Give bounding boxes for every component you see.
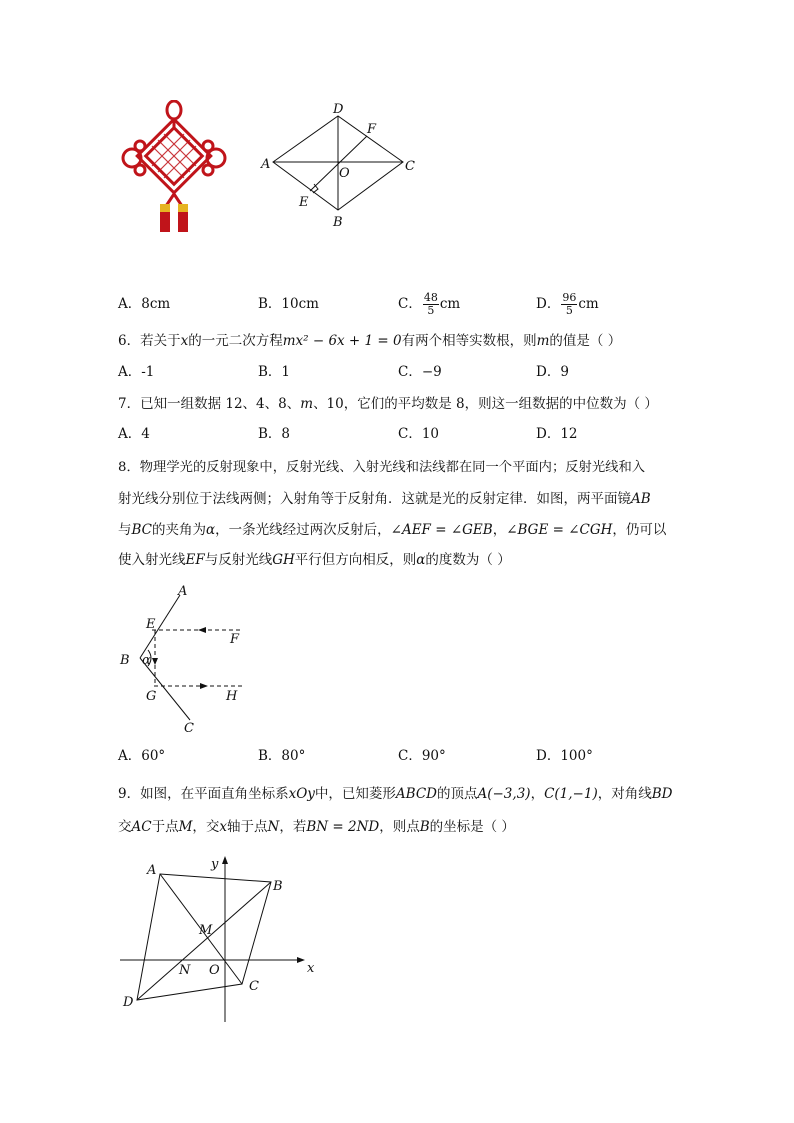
q5-option-d[interactable]: D． $\frac{96}{5}$ cm	[536, 291, 599, 317]
mirror-label-alpha: α	[142, 653, 151, 668]
mirror-label-B: B	[120, 653, 130, 668]
q6-option-b[interactable]: B．1	[258, 364, 291, 380]
coord-label-N: N	[179, 963, 191, 978]
label-C: C	[405, 159, 415, 174]
q8-option-b[interactable]: B．80°	[258, 748, 306, 764]
label-F: F	[367, 122, 377, 137]
q8-stem-line1: 8．物理学光的反射现象中，反射光线、入射光线和法线都在同一个平面内；反射光线和入	[118, 460, 646, 475]
q8-stem-line4: 使入射光线EF与反射光线GH平行但方向相反，则α的度数为（ ）	[118, 552, 511, 568]
mirror-label-C: C	[184, 721, 194, 735]
chinese-knot-image	[118, 100, 230, 236]
q5-option-b[interactable]: B．10cm	[258, 296, 319, 312]
q8-option-d[interactable]: D．100°	[536, 748, 593, 764]
q6-option-d[interactable]: D．9	[536, 364, 569, 380]
label-D: D	[333, 102, 344, 117]
mirror-figure	[110, 580, 270, 735]
coord-label-B: B	[273, 879, 283, 894]
mirror-label-F: F	[230, 632, 240, 647]
rhombus-figure	[255, 100, 425, 235]
coord-label-M: M	[199, 923, 213, 938]
coordinate-figure	[115, 852, 315, 1027]
q5-option-c[interactable]: C． $\frac{48}{5}$ cm	[398, 291, 461, 317]
q8-stem-line3: 与BC的夹角为α，一条光线经过两次反射后，∠AEF = ∠GEB，∠BGE = ∠CGH，仍可以	[118, 522, 667, 538]
q8-option-c[interactable]: C．90°	[398, 748, 446, 764]
mirror-label-E: E	[146, 617, 156, 632]
mirror-label-G: G	[146, 689, 157, 704]
q8-stem-line2: 射光线分别位于法线两侧；入射角等于反射角．这就是光的反射定律．如图，两平面镜AB	[118, 491, 651, 507]
q6-option-c[interactable]: C．−9	[398, 364, 442, 380]
q7-stem: 7．已知一组数据 12、4、8、m、10，它们的平均数是 8，则这一组数据的中位数为（ ）	[118, 396, 658, 412]
coord-label-A: A	[147, 863, 157, 878]
coord-label-y: y	[211, 857, 219, 872]
q9-stem-line2: 交AC于点M，交x轴于点N，若BN = 2ND，则点B的坐标是（ ）	[118, 819, 515, 835]
label-E: E	[299, 195, 309, 210]
q5-option-a[interactable]: A．8cm	[118, 296, 171, 312]
q7-option-a[interactable]: A．4	[118, 426, 150, 442]
q7-option-d[interactable]: D．12	[536, 426, 578, 442]
q9-stem-line1: 9．如图，在平面直角坐标系xOy中，已知菱形ABCD的顶点A(−3,3)，C(1,−1)，对角线BD	[118, 786, 673, 802]
coord-label-D: D	[123, 995, 134, 1010]
q6-stem: 6．若关于x的一元二次方程mx² − 6x + 1 = 0有两个相等实数根，则m的值是（ ）	[118, 333, 622, 349]
label-O: O	[339, 166, 350, 181]
q7-option-b[interactable]: B．8	[258, 426, 291, 442]
label-B: B	[333, 215, 343, 230]
mirror-label-A: A	[178, 584, 188, 599]
coord-label-O: O	[209, 963, 220, 978]
mirror-label-H: H	[226, 689, 238, 704]
q8-option-a[interactable]: A．60°	[118, 748, 166, 764]
q7-option-c[interactable]: C．10	[398, 426, 440, 442]
label-A: A	[261, 157, 271, 172]
coord-label-C: C	[249, 979, 259, 994]
q6-option-a[interactable]: A．-1	[118, 364, 155, 380]
coord-label-x: x	[307, 961, 315, 976]
